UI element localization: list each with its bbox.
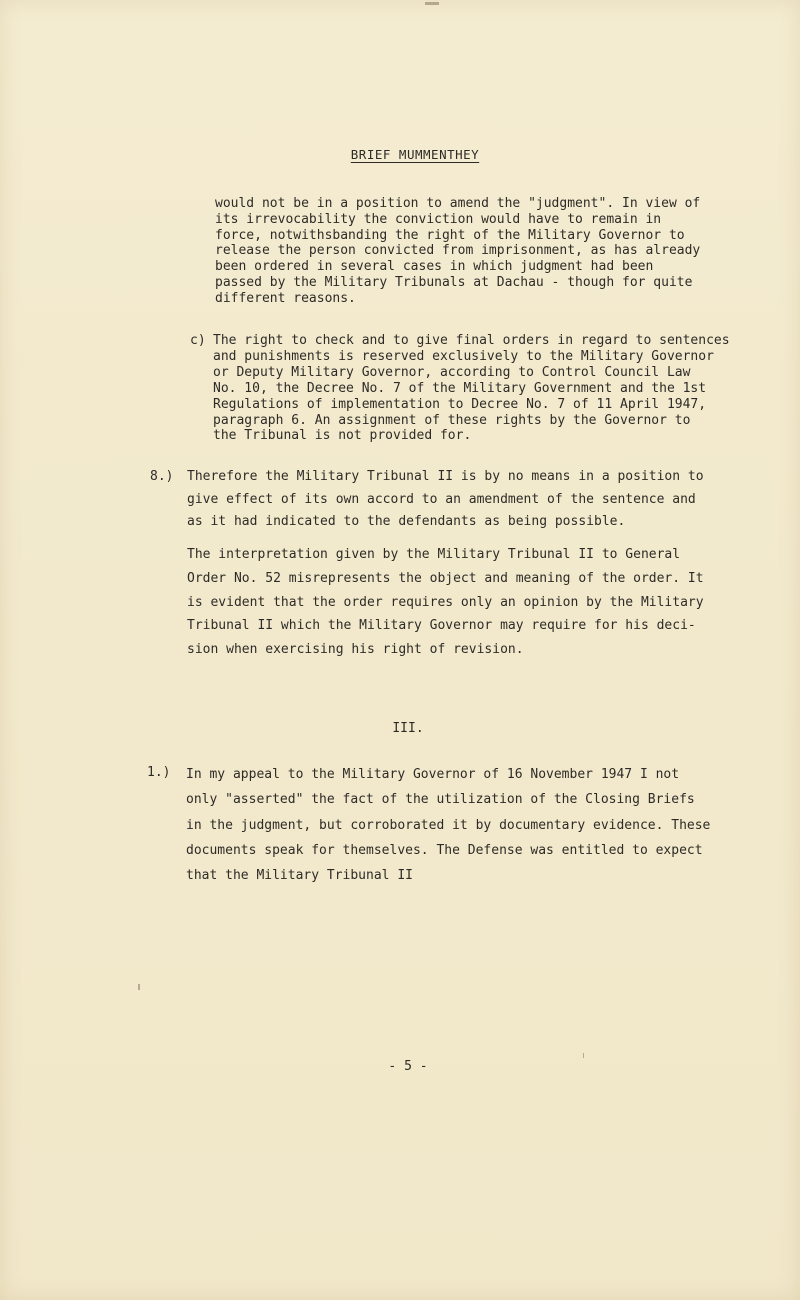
intro-line: release the person convicted from imprisonment, as has already [215, 243, 701, 259]
paper-mark [138, 984, 140, 990]
intro-line: been ordered in several cases in which judgment had been [215, 259, 654, 275]
item-8-label: 8.) [150, 469, 174, 484]
paper-mark [425, 2, 439, 5]
item-1-line: in the judgment, but corroborated it by documentary evidence. These [186, 817, 711, 833]
intro-line: would not be in a position to amend the "judgment". In view of [215, 196, 701, 211]
interpretation-line: is evident that the order requires only an opinion by the Military [187, 594, 704, 610]
item-c-paragraph [213, 333, 730, 444]
item-c-line: and punishments is reserved exclusively to the Military Governor [213, 348, 714, 364]
item-c-line: or Deputy Military Governor, according to Control Council Law [213, 364, 691, 380]
item-c-line: The right to check and to give final orders in regard to sentences [213, 333, 730, 348]
intro-line: passed by the Military Tribunals at Dachau - though for quite [215, 274, 693, 290]
item-8-paragraph [187, 466, 704, 534]
header-title: BRIEF MUMMENTHEY [350, 147, 480, 162]
interpretation-line: sion when exercising his right of revision. [187, 642, 524, 658]
item-1-paragraph [186, 762, 710, 888]
item-1-line: only "asserted" the fact of the utilization of the Closing Briefs [186, 792, 695, 808]
intro-line: force, notwithsbanding the right of the Military Governor to [215, 227, 685, 243]
interpretation-line: Order No. 52 misrepresents the object and meaning of the order. It [187, 570, 704, 586]
intro-line: different reasons. [215, 290, 356, 306]
intro-paragraph [215, 196, 700, 307]
interpretation-line: The interpretation given by the Military Tribunal II to General [187, 547, 681, 562]
paper-mark [583, 1053, 584, 1058]
item-8-line: Therefore the Military Tribunal II is by no means in a position to [187, 469, 704, 484]
item-c-label: c) [190, 333, 206, 348]
item-1-line: In my appeal to the Military Governor of 16 November 1947 I not [186, 767, 680, 782]
item-c-line: paragraph 6. An assignment of these rights by the Governor to [213, 412, 691, 428]
interpretation-line: Tribunal II which the Military Governor may require for his deci- [187, 618, 696, 634]
intro-line: its irrevocability the conviction would have to remain in [215, 211, 662, 227]
section-heading: III. [392, 721, 424, 736]
interpretation-paragraph [187, 543, 704, 662]
item-8-line: as it had indicated to the defendants as being possible. [187, 514, 626, 529]
item-8-line: give effect of its own accord to an amendment of the sentence and [187, 491, 696, 507]
item-1-line: documents speak for themselves. The Defense was entitled to expect [186, 842, 703, 858]
page-number: - 5 - [388, 1059, 428, 1074]
item-1-line: that the Military Tribunal II [186, 868, 413, 884]
item-c-line: Regulations of implementation to Decree No. 7 of 11 April 1947, [213, 396, 707, 412]
document-header [0, 147, 800, 162]
item-1-label: 1.) [147, 765, 171, 780]
item-c-line: No. 10, the Decree No. 7 of the Military Government and the 1st [213, 380, 707, 396]
item-c-line: the Tribunal is not provided for. [213, 428, 472, 444]
